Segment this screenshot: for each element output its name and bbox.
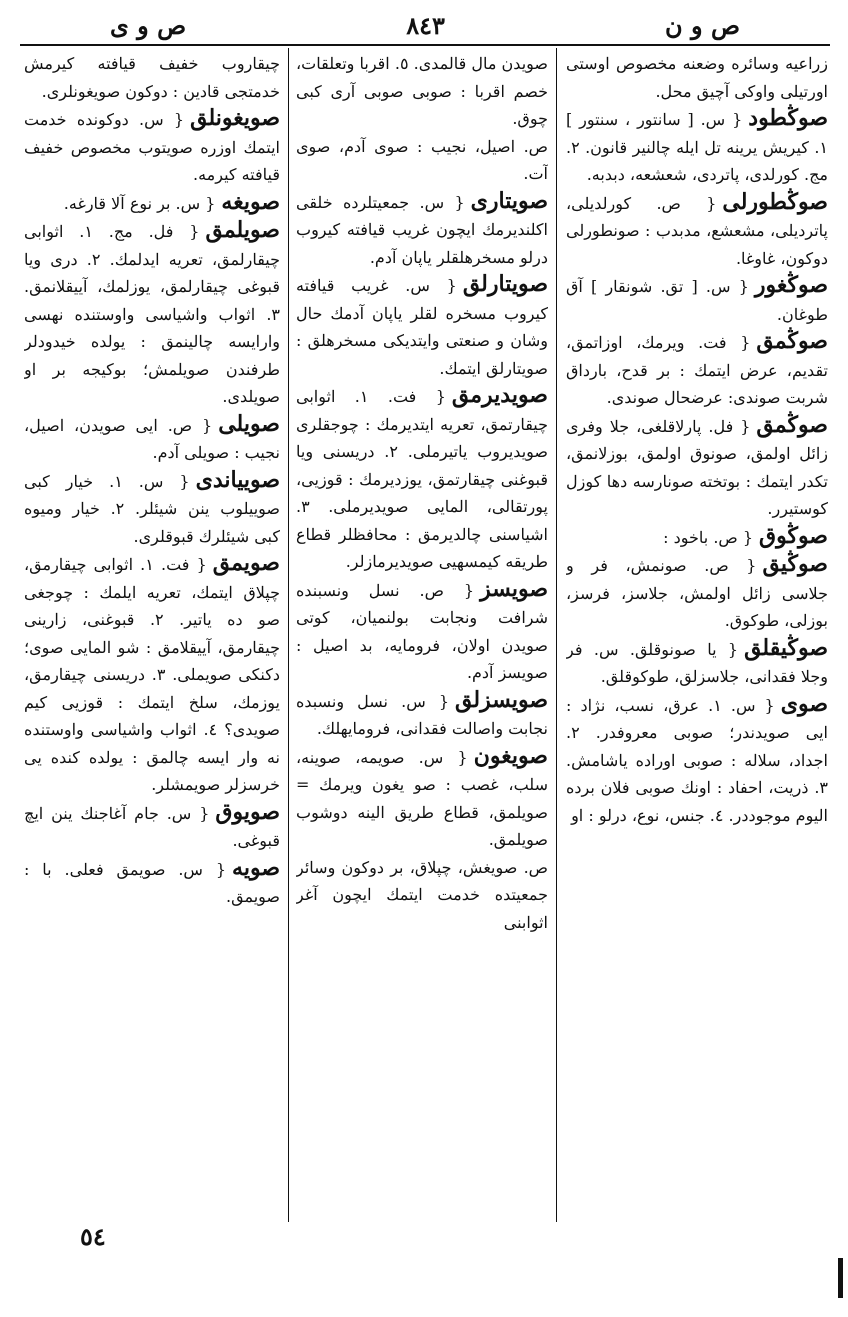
- headword: صویغون: [473, 742, 548, 769]
- column-left: [24, 50, 280, 1220]
- entry-text: { س. [ سانتور ، سنتور ] ١. کیریش یرینه تل ایله چالنیر قانون. ٢. مج. کورلدی، پاتردی، شعشعه، دبدبه.: [566, 110, 828, 184]
- entry-text: { ص. باخود :: [663, 527, 754, 547]
- headword: صوڭغور: [754, 272, 828, 298]
- entry: [24, 799, 280, 855]
- entry: [296, 854, 548, 937]
- headword: صوڭیق: [762, 551, 828, 577]
- entry: [24, 411, 280, 467]
- headword: صوییاندی: [195, 466, 280, 493]
- headword: صوی: [780, 690, 828, 717]
- entry-text: { فت. ١. اثوابی چیقارتمق، تعریه ایتدیرمك : چوجقلری صویدیروب یاتیرملی. ٢. دریسنی ویا قبوغنی چیقارتمق، یوزدیرمك : قوزیی، پورتقالی، المایی صویدیرملی. ٣. اشیاسنی چالدیرمق : محافظلر قطاع طریقه کیمسهیی صویدیرمازلر.: [296, 387, 548, 571]
- entry-text: چیقاروب خفیف قیافته کیرمش خدمتجی قادین : دوکون صویغونلری.: [24, 54, 280, 101]
- headword: صویلمق: [205, 217, 280, 243]
- entry: [566, 691, 828, 830]
- column-right: [566, 50, 828, 1220]
- entry: [296, 271, 548, 382]
- entry-text: { س. جام آغاجنك ینن ایچ قبوغی.: [24, 803, 280, 850]
- headword: صویمق: [212, 550, 280, 576]
- page-signature: ٥٤: [80, 1222, 106, 1251]
- headword: صویدیرمق: [451, 382, 548, 408]
- headword: صویتارلق: [462, 271, 548, 297]
- headword: صویه: [232, 854, 280, 881]
- entry: [24, 189, 280, 218]
- page-header: [20, 6, 830, 44]
- entry: [566, 272, 828, 328]
- header-left-letters: ص و ى: [110, 10, 187, 40]
- entry-text: { س. [ تق. شونقار ] آق طوغان.: [566, 277, 828, 324]
- column-divider: [556, 48, 557, 1222]
- entry: [24, 105, 280, 189]
- entry-text: { س. بر نوع آلا قارغه.: [63, 193, 216, 213]
- entry: [566, 635, 828, 691]
- headword: صویغونلق: [190, 105, 280, 131]
- headword: صویسزلق: [455, 686, 548, 713]
- scan-edge-mark: [838, 1258, 843, 1298]
- entry: [24, 467, 280, 551]
- entry: [296, 576, 548, 687]
- entry: [296, 133, 548, 188]
- entry: [296, 687, 548, 743]
- headword: صوڭمق: [756, 411, 828, 438]
- entry-text: ص. اصیل، نجیب : صوی آدم، صوی آت.: [296, 136, 548, 183]
- entry: [296, 743, 548, 854]
- column-middle: [296, 50, 548, 1220]
- entry-text: { فت. ویرمك، اوزاتمق، تقدیم، عرض ایتمك : بر قدح، بارداق شربت صوندی: عرضحال صوندی.: [566, 333, 828, 407]
- entry-text: { س. غریب قیافته کیروب مسخره لقلر یاپان آدمك حال وشان و صنعتی وایتدیکی مسخرهلق : صویتارلق ایتمك.: [296, 276, 548, 378]
- entry: [566, 551, 828, 635]
- entry: [566, 412, 828, 523]
- entry: [24, 217, 280, 411]
- entry: [566, 328, 828, 412]
- page-number: ٨٤٣: [406, 10, 445, 40]
- entry: [566, 189, 828, 273]
- entry-text: { س. نسل ونسبده نجابت واصالت فقدانی، فرومایهلك.: [296, 691, 548, 738]
- entry-text: ص. صویغش، چپلاق، بر دوکون وسائر جمعیتده خدمت ایتمك ایچون آغر اثوابنی: [296, 857, 548, 932]
- entry-text: { س. ١. خیار کبی صوییلوب ینن شیئلر. ٢. خیار ومیوه کبی شیئلرك قبوقلری.: [24, 471, 280, 546]
- header-rule: [20, 44, 830, 46]
- entry-text: { س. دوکونده خدمت ایتمك اوزره صویتوب مخصوص خفیف قیافته کیرمه.: [24, 110, 280, 184]
- entry-text: { س. ١. عرق، نسب، نژاد : ایی صویدندر؛ صوبی معروفدر. ٢. اجداد، سلاله : صوبی اوراده یاشامش. ٣. ذریت، احفاد : اونك صوبی فلان برده الیوم موجوددر. ٤. جنس، نوع، درلو : او: [566, 695, 828, 825]
- headword: صوڭطود: [748, 105, 828, 131]
- entry: [24, 550, 280, 799]
- header-right-letters: ص و ن: [665, 10, 740, 40]
- entry: [566, 105, 828, 189]
- entry-text: { س. جمعیتلرده خلقی اکلندیرمك ایچون غریب قیافته کیروب درلو مسخرهلقلر یاپان آدم.: [296, 192, 548, 267]
- entry: [24, 50, 280, 105]
- headword: صویتاری: [470, 187, 548, 214]
- entry-text: { فت. ١. اثوابی چیقارمق، چپلاق ایتمك، تعریه ایلمك : چوجغی صو ده یاتیر. ٢. قبوغنی، زارینی چیقارمق، آییقلامق : شو المایی صوی؛ دکنکی صویملی. ٣. دریسنی چیقارمق، یوزمك، سلخ ایتمك : قوزیی کیم صویدی؟ ٤. اثواب واشیاسی واوستنده نه وار ایسه چالمق : یولده کنده یی خرسزلر صویمشلر.: [24, 555, 280, 794]
- headword: صویسز: [480, 575, 548, 602]
- headword: صوڭوق: [759, 522, 828, 549]
- entry-text: { فل. مج. ١. اثوابی چیقارلمق، تعریه ایدلمك. ٢. دری ویا قبوغی چیقارلمق، یوزلمك، آییقلانمق. ٣. اثواب واشیاسی واوستنده نهسی وارایسه چالینمق : یولده خیدودلر طرفندن صویلمش؛ بوکیجه بر او صویلدی.: [24, 222, 280, 406]
- headword: صویوق: [215, 798, 280, 825]
- entry: [296, 188, 548, 272]
- column-divider: [288, 48, 289, 1222]
- entry: [24, 855, 280, 911]
- entry-text: { س. صویمق فعلی. با : صویمق.: [24, 859, 280, 906]
- entry-text: { فل. پارلاقلغی، جلا وفری زائل اولمق، صونوق اولمق، بوزلانمق، تکدر ایتمك : بوتخته صونارسه دها کوزل کوستیرر.: [566, 416, 828, 518]
- entry-text: { ص. صونمش، فر و جلاسی زائل اولمش، جلاسز، فرسز، بوزلی، طوکوق.: [566, 556, 828, 630]
- entry: [566, 50, 828, 105]
- entry-text: { ص. کورلدیلی، پاتردیلی، مشعشع، مدبدب : صونطورلی دوکون، غاوغا.: [566, 193, 828, 268]
- entry-text: { ص. ایی صویدن، اصیل، نجیب : صویلی آدم.: [24, 415, 280, 462]
- headword: صویغه: [221, 188, 280, 215]
- entry-text: { س. صویمه، صوینه، سلب، غصب : صو یغون ویرمك = صویلمق، قطاع طریق الینه دوشوب صویلمق.: [296, 747, 548, 849]
- entry-text: { یا صونوقلق. س. فر وجلا فقدانی، جلاسزلق، طوکوقلق.: [566, 639, 828, 686]
- entry: [566, 523, 828, 552]
- entry-text: { ص. نسل ونسبنده شرافت ونجابت بولنمیان، کوتی صویدن اولان، فرومایه، بد اصیل : صویسز آدم.: [296, 580, 548, 682]
- headword: صویلی: [218, 410, 280, 437]
- entry-text: زراعیه وسائره وضعنه مخصوص اوستی اورتیلی واوکی آچیق محل.: [566, 54, 828, 101]
- entry: [296, 382, 548, 576]
- headword: صوڭطورلی: [722, 188, 828, 215]
- headword: صوڭیقلق: [744, 634, 828, 661]
- entry-text: صویدن مال قالمدی. ٥. اقربا وتعلقات، خصم اقربا : صوبی صوبی آری کبی چوق.: [296, 54, 548, 128]
- entry: [296, 50, 548, 133]
- headword: صوڭمق: [756, 328, 828, 354]
